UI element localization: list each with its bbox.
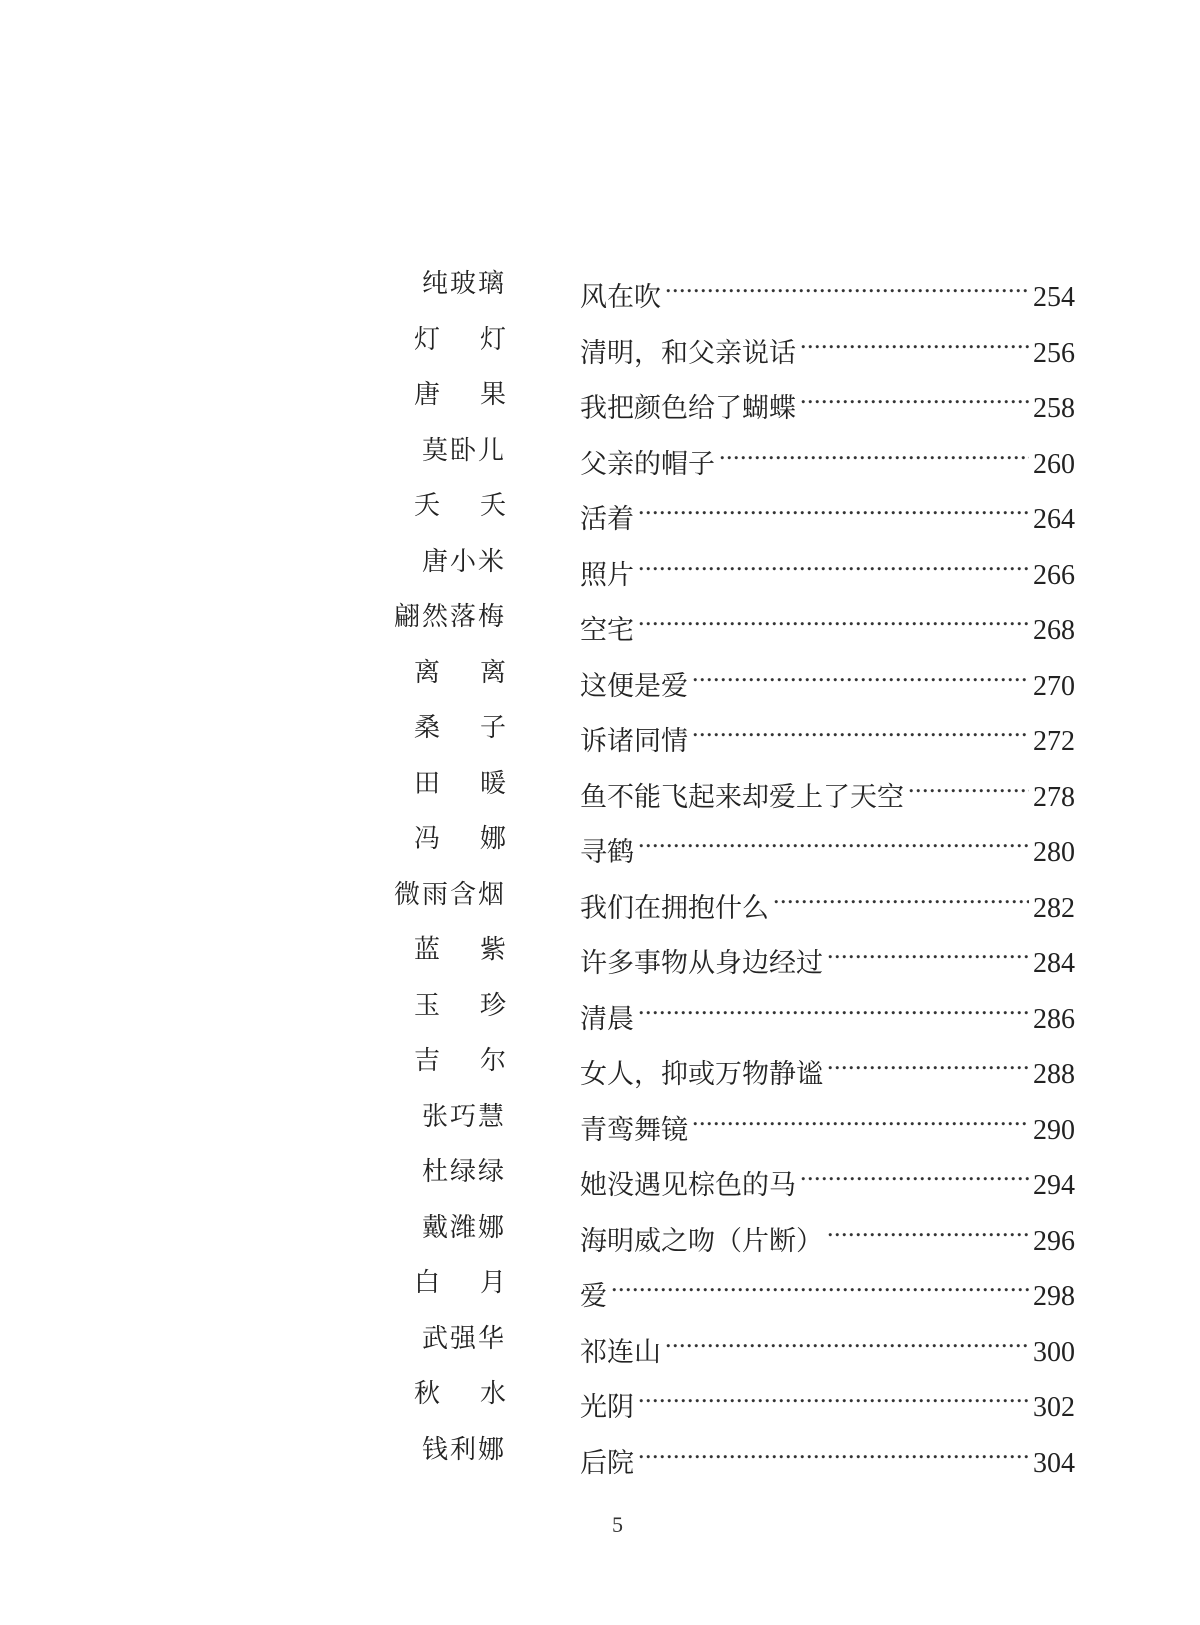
toc-page-number: 266 <box>1033 559 1075 591</box>
toc-leader-dots <box>800 373 1029 417</box>
toc-entry[interactable] <box>0 762 1200 818</box>
toc-line <box>580 1095 1075 1146</box>
toc-author: 杜绿绿 <box>421 1157 506 1187</box>
toc-title: 照片 <box>580 559 634 591</box>
toc-entry[interactable] <box>0 540 1200 596</box>
toc-title: 海明威之吻（片断） <box>580 1225 823 1257</box>
toc-page-number: 272 <box>1033 726 1075 757</box>
toc-page-number: 264 <box>1033 504 1075 535</box>
toc-leader-dots <box>800 318 1029 362</box>
toc-line <box>580 429 1075 480</box>
toc-leader-dots <box>638 984 1029 1028</box>
toc-entry[interactable] <box>0 318 1200 374</box>
toc-leader-dots <box>638 540 1029 584</box>
toc-author: 灯 灯 <box>413 324 506 355</box>
toc-line <box>580 484 1075 535</box>
toc-title: 女人，抑或万物静谧 <box>580 1059 823 1090</box>
toc-author: 田 暖 <box>413 768 506 799</box>
toc-entry[interactable] <box>0 706 1200 762</box>
toc-author: 张巧慧 <box>421 1101 506 1132</box>
toc-title: 鱼不能飞起来却爱上了天空 <box>580 781 904 813</box>
toc-entry[interactable] <box>0 373 1200 429</box>
toc-line <box>580 984 1075 1035</box>
toc-author: 唐 果 <box>413 380 506 410</box>
toc-author: 冯 娜 <box>413 824 506 854</box>
toc-leader-dots <box>638 817 1029 861</box>
toc-title: 许多事物从身边经过 <box>580 948 823 979</box>
toc-author: 翩然落梅 <box>393 602 506 632</box>
toc-author: 纯玻璃 <box>421 269 506 299</box>
page-number: 5 <box>612 1512 623 1537</box>
toc-title: 风在吹 <box>580 282 661 313</box>
toc-page-number: 278 <box>1033 781 1075 813</box>
toc-title: 诉诸同情 <box>580 726 688 757</box>
toc-entry[interactable] <box>0 873 1200 929</box>
toc-title: 祁连山 <box>580 1336 661 1368</box>
toc-page-number: 260 <box>1033 448 1075 480</box>
toc-title: 清明，和父亲说话 <box>580 337 796 369</box>
toc-line <box>580 262 1075 313</box>
toc-leader-dots <box>827 1039 1029 1083</box>
toc-page-number: 254 <box>1033 282 1075 313</box>
toc-line <box>580 595 1075 646</box>
toc-leader-dots <box>638 1428 1029 1472</box>
toc-author: 武强华 <box>421 1323 506 1354</box>
toc-line <box>580 706 1075 757</box>
toc-line <box>580 1372 1075 1423</box>
toc-line <box>580 873 1075 924</box>
toc-line <box>580 1206 1075 1257</box>
table-of-contents <box>0 262 1200 1483</box>
toc-page-number: 304 <box>1033 1447 1075 1479</box>
toc-title: 这便是爱 <box>580 670 688 702</box>
toc-page-number: 300 <box>1033 1336 1075 1368</box>
toc-leader-dots <box>827 928 1029 972</box>
toc-leader-dots <box>665 1317 1029 1361</box>
toc-author: 莫卧儿 <box>421 435 506 466</box>
toc-leader-dots <box>773 873 1029 917</box>
toc-title: 她没遇见棕色的马 <box>580 1170 796 1201</box>
toc-page-number: 294 <box>1033 1170 1075 1201</box>
toc-entry[interactable] <box>0 262 1200 318</box>
toc-author: 玉 珍 <box>413 990 506 1021</box>
toc-leader-dots <box>665 262 1029 306</box>
toc-page-number: 268 <box>1033 615 1075 646</box>
toc-entry[interactable] <box>0 1095 1200 1151</box>
toc-author: 桑 子 <box>413 713 506 743</box>
toc-author: 白 月 <box>413 1268 506 1298</box>
toc-page-number: 288 <box>1033 1059 1075 1090</box>
toc-entry[interactable] <box>0 1206 1200 1262</box>
toc-line <box>580 1261 1075 1312</box>
toc-title: 青鸾舞镜 <box>580 1114 688 1146</box>
toc-page-number: 296 <box>1033 1225 1075 1257</box>
toc-leader-dots <box>692 651 1029 695</box>
toc-entry[interactable] <box>0 1039 1200 1095</box>
toc-page-number: 290 <box>1033 1114 1075 1146</box>
toc-title: 父亲的帽子 <box>580 448 715 480</box>
toc-page-number: 270 <box>1033 670 1075 702</box>
toc-entry[interactable] <box>0 1372 1200 1428</box>
toc-author: 秋 水 <box>413 1379 506 1409</box>
toc-title: 后院 <box>580 1447 634 1479</box>
toc-leader-dots <box>692 706 1029 750</box>
toc-author: 离 离 <box>413 657 506 688</box>
toc-leader-dots <box>638 484 1029 528</box>
toc-leader-dots <box>692 1095 1029 1139</box>
toc-author: 钱利娜 <box>421 1434 506 1465</box>
toc-line <box>580 651 1075 702</box>
toc-author: 唐小米 <box>421 546 506 577</box>
toc-title: 寻鹤 <box>580 837 634 868</box>
toc-title: 空宅 <box>580 615 634 646</box>
toc-line <box>580 1428 1075 1479</box>
toc-author: 微雨含烟 <box>393 879 506 910</box>
toc-title: 我把颜色给了蝴蝶 <box>580 393 796 424</box>
toc-title: 活着 <box>580 504 634 535</box>
toc-line <box>580 1039 1075 1090</box>
toc-page-number: 280 <box>1033 837 1075 868</box>
toc-author: 吉 尔 <box>413 1046 506 1076</box>
toc-author: 蓝 紫 <box>413 935 506 965</box>
toc-page-number: 256 <box>1033 337 1075 369</box>
toc-leader-dots <box>638 1372 1029 1416</box>
toc-title: 光阴 <box>580 1392 634 1423</box>
toc-title: 清晨 <box>580 1003 634 1035</box>
toc-line <box>580 817 1075 868</box>
toc-page-number: 286 <box>1033 1003 1075 1035</box>
toc-line <box>580 373 1075 424</box>
toc-leader-dots <box>800 1150 1029 1194</box>
toc-leader-dots <box>908 762 1029 806</box>
toc-entry[interactable] <box>0 817 1200 873</box>
toc-entry[interactable] <box>0 595 1200 651</box>
toc-entry[interactable] <box>0 928 1200 984</box>
toc-entry[interactable] <box>0 1428 1200 1484</box>
toc-entry[interactable] <box>0 1261 1200 1317</box>
toc-leader-dots <box>638 595 1029 639</box>
toc-line <box>580 1150 1075 1201</box>
toc-entry[interactable] <box>0 429 1200 485</box>
toc-leader-dots <box>719 429 1029 473</box>
toc-entry[interactable] <box>0 484 1200 540</box>
toc-entry[interactable] <box>0 651 1200 707</box>
toc-author: 夭 夭 <box>413 491 506 521</box>
toc-title: 我们在拥抱什么 <box>580 892 769 924</box>
toc-page-number: 282 <box>1033 892 1075 924</box>
toc-author: 戴潍娜 <box>421 1212 506 1243</box>
toc-line <box>580 318 1075 369</box>
toc-line <box>580 1317 1075 1368</box>
toc-page-number: 298 <box>1033 1281 1075 1312</box>
toc-leader-dots <box>827 1206 1029 1250</box>
toc-entry[interactable] <box>0 1317 1200 1373</box>
toc-line <box>580 540 1075 591</box>
toc-line <box>580 762 1075 813</box>
toc-entry[interactable] <box>0 1150 1200 1206</box>
toc-title: 爱 <box>580 1281 607 1312</box>
toc-leader-dots <box>611 1261 1029 1305</box>
toc-line <box>580 928 1075 979</box>
toc-page-number: 284 <box>1033 948 1075 979</box>
toc-page-number: 258 <box>1033 393 1075 424</box>
toc-page-number: 302 <box>1033 1392 1075 1423</box>
toc-entry[interactable] <box>0 984 1200 1040</box>
